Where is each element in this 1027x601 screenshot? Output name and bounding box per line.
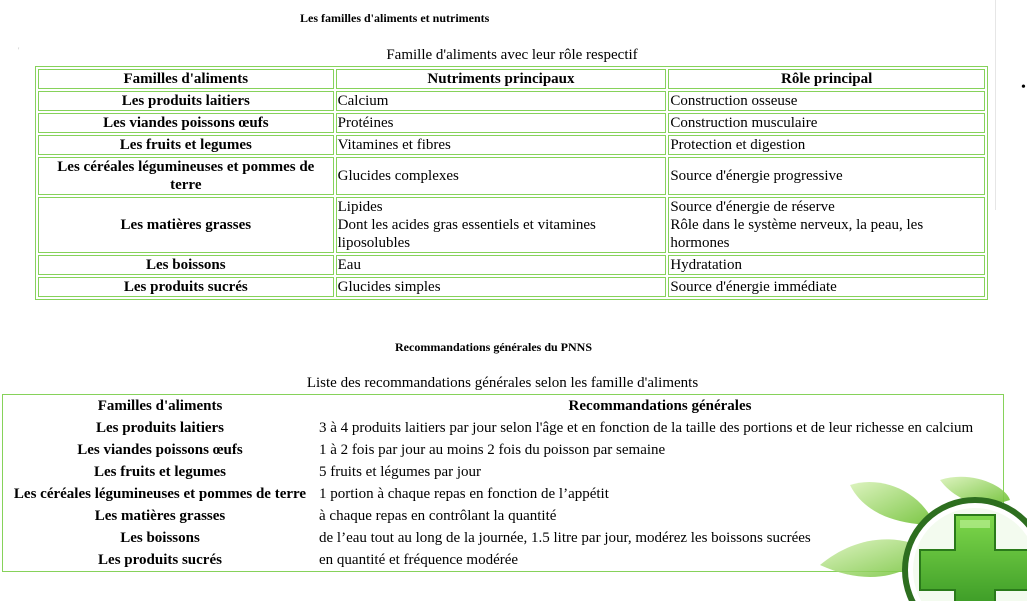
role-cell: Source d'énergie immédiate (668, 277, 985, 297)
table1-caption: Famille d'aliments avec leur rôle respectif (386, 47, 638, 63)
recommendation-cell: 1 portion à chaque repas en fonction de l’appétit (319, 486, 609, 502)
family-cell: Les boissons (120, 530, 200, 546)
family-cell: Les céréales légumineuses et pommes de terre (38, 157, 334, 195)
section-title: Recommandations générales du PNNS (395, 340, 592, 354)
table-row (38, 197, 985, 253)
role-line: Rôle dans le système nerveux, la peau, les hormones (670, 217, 924, 251)
page-title: Les familles d'aliments et nutriments (300, 11, 490, 25)
nutrient-cell: Calcium (336, 91, 667, 111)
table-row (38, 135, 985, 155)
role-cell: Construction osseuse (668, 91, 985, 111)
family-cell: Les viandes poissons œufs (77, 442, 243, 458)
recommendation-cell: de l’eau tout au long de la journée, 1.5 litre par jour, modérez les boissons sucrées (319, 530, 811, 546)
role-cell: Source d'énergie progressive (668, 157, 985, 195)
table-row (3, 417, 1003, 439)
recommendation-cell: à chaque repas en contrôlant la quantité (319, 508, 557, 524)
recommendation-cell: 5 fruits et légumes par jour (319, 464, 482, 480)
table2-caption: Liste des recommandations générales selon les famille d'aliments (306, 375, 699, 391)
recommendation-cell: 3 à 4 produits laitiers par jour selon l'âge et en fonction de la taille des portions et de leur richesse en calcium (319, 420, 974, 436)
table-header-row (38, 69, 985, 89)
list-bullet: • (1021, 80, 1026, 95)
family-cell: Les fruits et legumes (38, 135, 334, 155)
nutrient-line: Dont les acides gras essentiels et vitamines liposolubles (337, 217, 596, 251)
role-cell: Protection et digestion (668, 135, 985, 155)
nutrient-cell: Eau (336, 255, 667, 275)
recommendation-cell: 1 à 2 fois par jour au moins 2 fois du poisson par semaine (319, 442, 666, 458)
leaf-shape (850, 482, 935, 525)
table-row (38, 113, 985, 133)
nutrient-cell (336, 197, 667, 253)
table-header-row (3, 395, 1003, 417)
role-cell (668, 197, 985, 253)
family-cell: Les produits laitiers (95, 420, 225, 436)
nutrient-cell: Vitamines et fibres (336, 135, 667, 155)
header-recommendations: Recommandations générales (568, 398, 752, 414)
role-cell: Construction musculaire (668, 113, 985, 133)
family-cell: Les boissons (38, 255, 334, 275)
role-cell: Hydratation (668, 255, 985, 275)
nutrients-table (35, 66, 988, 300)
recommendation-cell: en quantité et fréquence modérée (319, 552, 519, 568)
decor-mark: ' (18, 46, 20, 55)
page-divider (995, 0, 996, 210)
header-families: Familles d'aliments (97, 398, 223, 414)
family-cell: Les viandes poissons œufs (38, 113, 334, 133)
family-cell: Les produits sucrés (38, 277, 334, 297)
family-cell: Les céréales légumineuses et pommes de terre (13, 486, 307, 502)
table-row (38, 91, 985, 111)
nutrient-cell: Protéines (336, 113, 667, 133)
header-nutrients: Nutriments principaux (336, 69, 667, 89)
table-row (38, 255, 985, 275)
nutrient-cell: Glucides simples (336, 277, 667, 297)
table-row (3, 439, 1003, 461)
table-row (38, 277, 985, 297)
family-cell: Les matières grasses (94, 508, 226, 524)
nutrient-line: Lipides (337, 199, 383, 215)
family-cell: Les produits sucrés (98, 552, 222, 568)
header-families: Familles d'aliments (38, 69, 334, 89)
role-line: Source d'énergie de réserve (670, 199, 835, 215)
header-role: Rôle principal (668, 69, 985, 89)
family-cell: Les fruits et legumes (93, 464, 227, 480)
family-cell: Les produits laitiers (38, 91, 334, 111)
table-row (38, 157, 985, 195)
family-cell: Les matières grasses (38, 197, 334, 253)
nutrient-cell: Glucides complexes (336, 157, 667, 195)
green-cross-leaf-logo-icon (820, 470, 1027, 601)
